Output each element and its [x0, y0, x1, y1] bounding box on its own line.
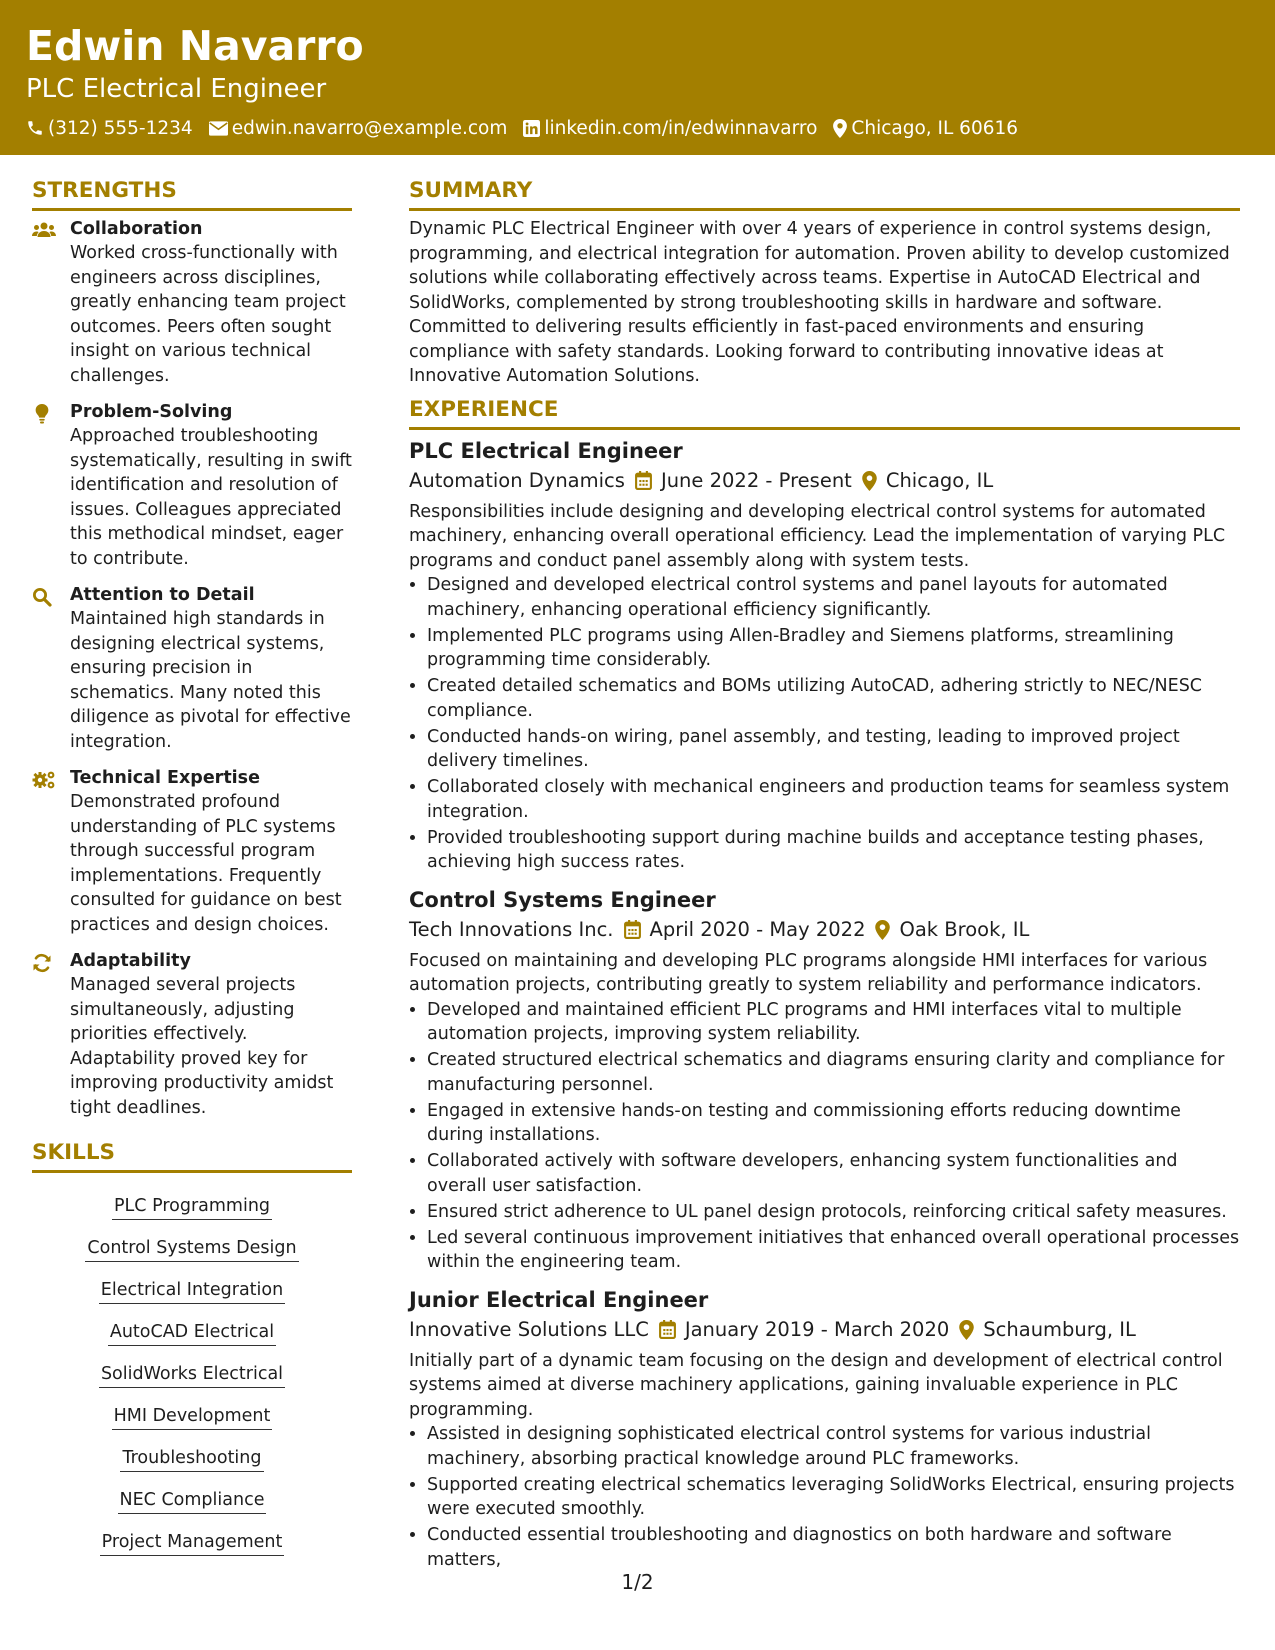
job-bullets: [409, 998, 1240, 1275]
bullet-item: • Assisted in designing sophisticated electrical control systems for various industrial machinery, absorbing practical knowledge around PLC frameworks.: [427, 1422, 1240, 1471]
strength-item: [32, 583, 352, 754]
job-meta: [409, 1315, 1240, 1345]
search-icon: [32, 587, 52, 607]
email-text: edwin.navarro@example.com: [231, 117, 508, 139]
strength-desc: Maintained high standards in designing electrical systems, ensuring precision in schematics. Many noted this diligence as pivotal for effective integration.: [70, 609, 351, 752]
job-entry: [409, 1285, 1240, 1573]
job-title: Junior Electrical Engineer: [409, 1287, 709, 1312]
strength-title: Adaptability: [70, 951, 191, 971]
skill-tag: Project Management: [100, 1530, 285, 1556]
job-bullets: [409, 573, 1240, 875]
strengths-heading: STRENGTHS: [32, 176, 352, 211]
resume-header: [0, 0, 1275, 155]
job-dates: April 2020 - May 2022: [649, 917, 866, 941]
job-title: Control Systems Engineer: [409, 887, 716, 912]
strength-desc: Approached troubleshooting systematically, resulting in swift identification and resolution of issues. Colleagues appreciated this methodical mindset, eager to contribute.: [70, 426, 352, 569]
bullet-item: • Designed and developed electrical control systems and panel layouts for automated machinery, enhancing operational efficiency significantly.: [427, 573, 1240, 622]
bullet-item: • Created structured electrical schematics and diagrams ensuring clarity and compliance for manufacturing personnel.: [427, 1048, 1240, 1097]
skill-tag: PLC Programming: [112, 1194, 272, 1220]
map-pin-icon: [875, 920, 890, 940]
calendar-icon: [659, 1320, 676, 1339]
bullet-item: • Collaborated actively with software developers, enhancing system functionalities and overall user satisfaction.: [427, 1149, 1240, 1198]
skills-heading: SKILLS: [32, 1138, 352, 1173]
job-entry: [409, 436, 1240, 875]
job-location: Chicago, IL: [885, 468, 994, 492]
contact-linkedin[interactable]: [523, 118, 817, 139]
skill-tag: Electrical Integration: [99, 1278, 285, 1304]
bullet-item: • Supported creating electrical schematics leveraging SolidWorks Electrical, ensuring projects were executed smoothly.: [427, 1473, 1240, 1522]
job-summary: Initially part of a dynamic team focusing on the design and development of electrical control systems aimed at diverse machinery applications, gaining invaluable experience in PLC programming.: [409, 1350, 1223, 1420]
job-summary: Responsibilities include designing and developing electrical control systems for automated machinery, enhancing overall operational efficiency. Lead the implementation of varying PLC programs and conduct panel assembly along with system tests.: [409, 501, 1226, 571]
job-bullets: [409, 1422, 1240, 1572]
job-dates: January 2019 - March 2020: [684, 1317, 950, 1341]
experience-heading: EXPERIENCE: [409, 395, 1240, 430]
gears-icon: [32, 770, 56, 790]
linkedin-text: linkedin.com/in/edwinnavarro: [544, 117, 818, 139]
skill-tag: NEC Compliance: [118, 1488, 267, 1514]
contact-email[interactable]: [209, 118, 508, 139]
candidate-title: PLC Electrical Engineer: [26, 74, 327, 104]
map-pin-icon: [862, 471, 877, 491]
company-name: Tech Innovations Inc.: [409, 917, 614, 941]
bullet-item: • Conducted essential troubleshooting and diagnostics on both hardware and software matters,: [427, 1523, 1240, 1572]
strength-item: [32, 217, 352, 388]
candidate-name: Edwin Navarro: [26, 22, 364, 70]
bullet-item: • Conducted hands-on wiring, panel assembly, and testing, leading to improved project delivery timelines.: [427, 725, 1240, 774]
contact-bar: [26, 115, 1018, 141]
linkedin-icon: [523, 120, 540, 137]
phone-text: (312) 555-1234: [48, 117, 193, 139]
strength-item: [32, 949, 352, 1120]
map-pin-icon: [959, 1320, 974, 1340]
strength-title: Attention to Detail: [70, 585, 255, 605]
skill-tag: SolidWorks Electrical: [99, 1362, 285, 1388]
company-name: Automation Dynamics: [409, 468, 625, 492]
strength-item: [32, 766, 352, 937]
envelope-icon: [209, 121, 228, 136]
bullet-item: • Developed and maintained efficient PLC programs and HMI interfaces vital to multiple automation projects, improving system reliability.: [427, 998, 1240, 1047]
contact-phone: [26, 118, 193, 139]
strength-item: [32, 400, 352, 571]
sync-icon: [32, 953, 52, 973]
job-meta: [409, 915, 1240, 945]
company-name: Innovative Solutions LLC: [409, 1317, 649, 1341]
phone-icon: [26, 119, 44, 137]
calendar-icon: [624, 920, 641, 939]
page-number: 1/2: [621, 1570, 654, 1594]
job-location: Schaumburg, IL: [983, 1317, 1136, 1341]
users-icon: [32, 221, 56, 239]
strength-title: Technical Expertise: [70, 768, 260, 788]
bullet-item: • Implemented PLC programs using Allen-Bradley and Siemens platforms, streamlining programming time considerably.: [427, 624, 1240, 673]
skill-tag: AutoCAD Electrical: [108, 1320, 276, 1346]
job-title: PLC Electrical Engineer: [409, 438, 683, 463]
bullet-item: • Created detailed schematics and BOMs utilizing AutoCAD, adhering strictly to NEC/NESC compliance.: [427, 674, 1240, 723]
skill-tag: HMI Development: [112, 1404, 273, 1430]
strength-title: Problem-Solving: [70, 402, 233, 422]
bullet-item: • Engaged in extensive hands-on testing and commissioning efforts reducing downtime during installations.: [427, 1099, 1240, 1148]
job-dates: June 2022 - Present: [660, 468, 852, 492]
location-text: Chicago, IL 60616: [851, 117, 1019, 139]
strength-title: Collaboration: [70, 219, 203, 239]
bullet-item: • Led several continuous improvement initiatives that enhanced overall operational processes within the engineering team.: [427, 1226, 1240, 1275]
summary-heading: SUMMARY: [409, 176, 1240, 211]
strength-desc: Managed several projects simultaneously, adjusting priorities effectively. Adaptability proved key for improving productivity amidst tight deadlines.: [70, 975, 334, 1118]
job-summary: Focused on maintaining and developing PLC programs alongside HMI interfaces for various automation projects, contributing greatly to system reliability and performance indicators.: [409, 950, 1208, 995]
job-location: Oak Brook, IL: [899, 917, 1030, 941]
job-meta: [409, 466, 1240, 496]
calendar-icon: [635, 471, 652, 490]
lightbulb-icon: [32, 404, 52, 424]
bullet-item: • Collaborated closely with mechanical engineers and production teams for seamless system integration.: [427, 775, 1240, 824]
right-column: [409, 176, 1240, 1582]
bullet-item: • Provided troubleshooting support during machine builds and acceptance testing phases, achieving high success rates.: [427, 826, 1240, 875]
strength-desc: Demonstrated profound understanding of PLC systems through successful program implementations. Frequently consulted for guidance on best practices and design choices.: [70, 792, 342, 935]
skill-tag: Control Systems Design: [85, 1236, 298, 1262]
skills-list: [32, 1187, 352, 1565]
bullet-item: • Ensured strict adherence to UL panel design protocols, reinforcing critical safety measures.: [427, 1200, 1240, 1225]
skill-tag: Troubleshooting: [120, 1446, 263, 1472]
summary-text: Dynamic PLC Electrical Engineer with over 4 years of experience in control systems design, programming, and electrical integration for automation. Proven ability to develop customized solutions while collaborating effectively across teams. Expertise in AutoCAD Electrical and SolidWorks, complemented by strong troubleshooting skills in hardware and software. Committed to delivering results efficiently in fast-paced environments and ensuring compliance with safety standards. Looking forward to contributing innovative ideas at Innovative Automation Solutions.: [409, 219, 1230, 386]
strength-desc: Worked cross-functionally with engineers across disciplines, greatly enhancing team project outcomes. Peers often sought insight on various technical challenges.: [70, 243, 346, 386]
contact-location: [833, 118, 1018, 139]
map-pin-icon: [833, 119, 847, 138]
left-column: [32, 176, 352, 1565]
job-entry: [409, 885, 1240, 1275]
